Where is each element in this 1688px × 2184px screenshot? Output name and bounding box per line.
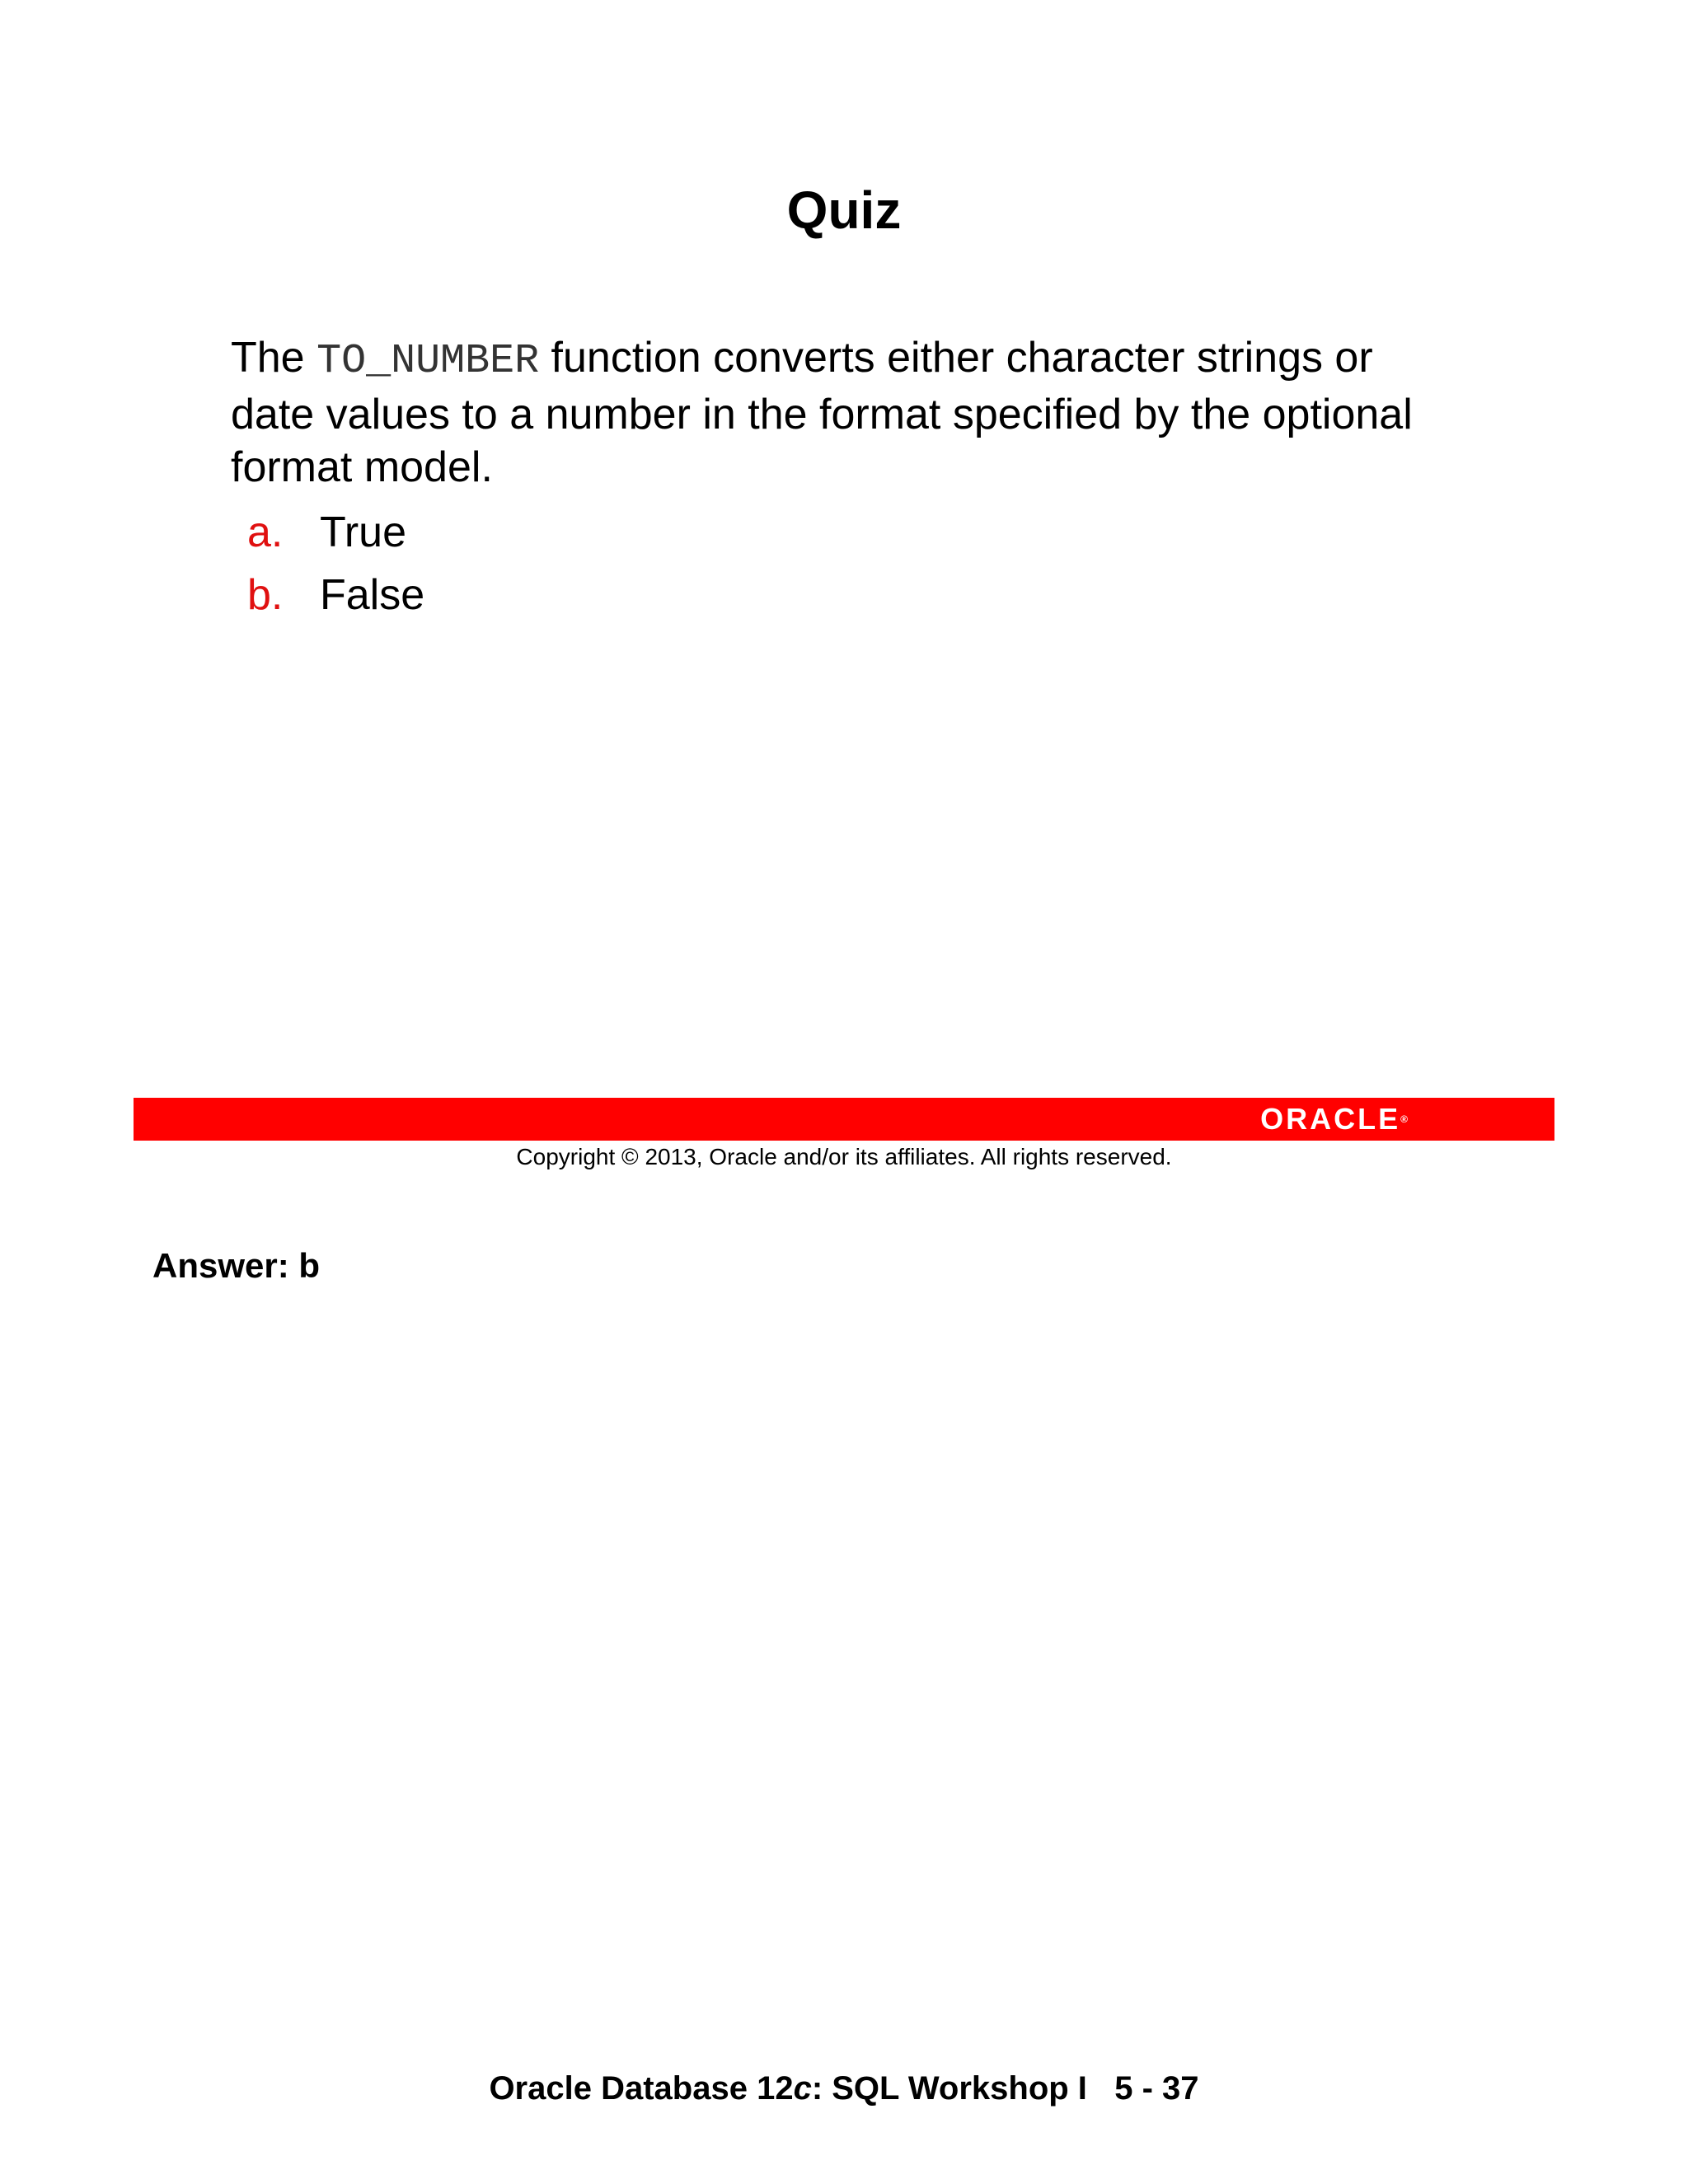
oracle-logo-text: ORACLE — [1260, 1102, 1401, 1136]
course-title-prefix: Oracle Database 12 — [489, 2070, 794, 2107]
oracle-logo — [1260, 1103, 1408, 1136]
quiz-question — [231, 331, 1467, 494]
registered-mark-icon: ® — [1400, 1113, 1408, 1125]
question-code-term: TO_NUMBER — [316, 338, 540, 385]
question-prefix: The — [231, 334, 317, 382]
oracle-banner — [134, 1098, 1554, 1141]
question-suffix: function converts either character strings or date values to a number in the format specified by the optional format model. — [231, 334, 1413, 491]
option-text: False — [320, 571, 425, 619]
option-b — [247, 564, 424, 626]
option-letter: b. — [247, 571, 284, 619]
slide-title: Quiz — [786, 180, 902, 240]
copyright-notice: Copyright © 2013, Oracle and/or its affiliates. All rights reserved. — [516, 1144, 1172, 1169]
answer-note: Answer: b — [152, 1246, 321, 1285]
option-text: True — [320, 509, 406, 556]
course-title-suffix: : SQL Workshop I — [811, 2070, 1087, 2107]
course-title-italic: c — [793, 2070, 812, 2107]
option-letter: a. — [247, 509, 284, 556]
page-footer — [0, 2070, 1688, 2107]
option-a — [247, 501, 424, 564]
answer-options — [247, 501, 424, 626]
page-number: 5 - 37 — [1114, 2070, 1199, 2107]
